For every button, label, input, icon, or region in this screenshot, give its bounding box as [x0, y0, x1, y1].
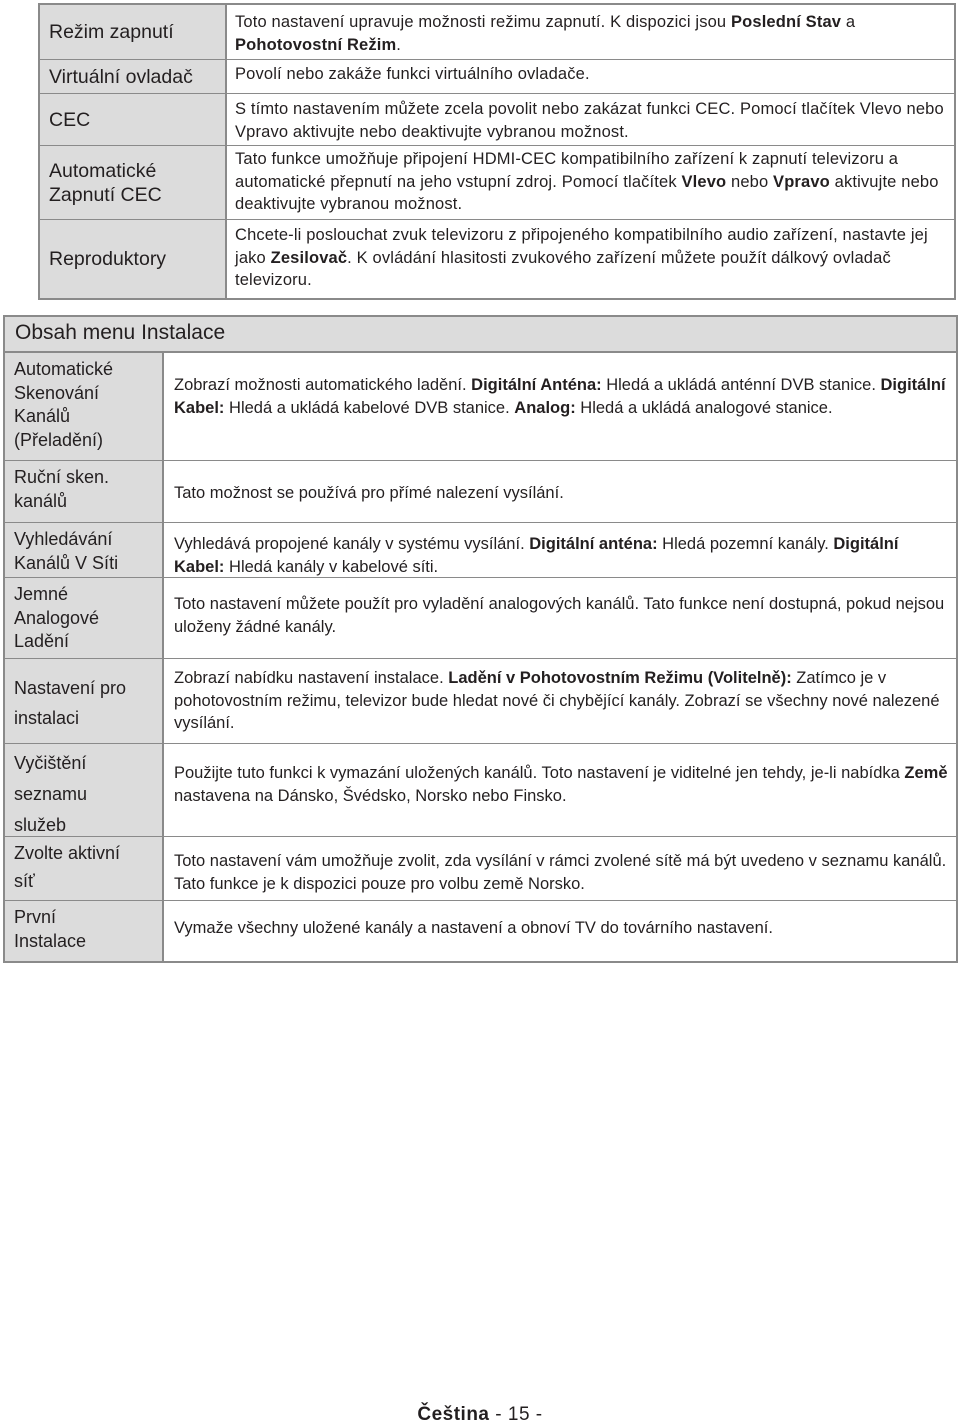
row-description: Vymaže všechny uložené kanály a nastavení a obnoví TV do továrního nastavení. — [174, 919, 773, 937]
row-description: Tato funkce umožňuje připojení HDMI-CEC kompatibilního zařízení k zapnutí televizoru a automatické přepnutí na jeho vstupní zdroj. Pomocí tlačítek Vlevo nebo Vpravo aktivujte nebo deaktivujte vybranou možnost. — [235, 150, 939, 213]
page-number: - 15 - — [495, 1404, 543, 1425]
table-row — [5, 523, 956, 578]
table-row — [40, 60, 954, 94]
table-row — [5, 578, 956, 659]
section-title: Obsah menu Instalace — [5, 317, 956, 353]
row-description: Použijte tuto funkci k vymazání uložených kanálů. Toto nastavení je viditelné jen tehdy, je-li nabídka Země nastavena na Dánsko, Švédsko, Norsko nebo Finsko. — [174, 764, 948, 805]
table-row — [5, 901, 956, 961]
row-description: Povolí nebo zakáže funkci virtuálního ovladače. — [235, 65, 590, 83]
row-description: Zobrazí možnosti automatického ladění. Digitální Anténa: Hledá a ukládá anténní DVB stanice. Digitální Kabel: Hledá a ukládá kabelové DVB stanice. Analog: Hledá a ukládá analogové stanice. — [174, 376, 946, 417]
page-footer — [0, 1404, 960, 1426]
table-row — [40, 146, 954, 220]
settings-table — [38, 3, 956, 300]
table-row — [40, 220, 954, 298]
row-label: Automatické Zapnutí CEC — [40, 146, 227, 219]
table-row — [5, 744, 956, 837]
row-description: Toto nastavení vám umožňuje zvolit, zda vysílání v rámci zvolené sítě má být uvedeno v seznamu kanálů. Tato funkce je k dispozici pouze pro volbu země Norsko. — [174, 852, 947, 893]
row-label: Režim zapnutí — [40, 5, 227, 59]
row-description: Tato možnost se používá pro přímé nalezení vysílání. — [174, 484, 564, 502]
row-description: Zobrazí nabídku nastavení instalace. Ladění v Pohotovostním Režimu (Volitelně): Zatímco je v pohotovostním režimu, televizor bude hledat nové či chybějící kanály. Zobrazí se všechny nové nalezené vysílání. — [174, 669, 940, 732]
row-description: Vyhledává propojené kanály v systému vysílání. Digitální anténa: Hledá pozemní kanály. Digitální Kabel: Hledá kanály v kabelové síti. — [174, 535, 899, 576]
row-label: Ruční sken. kanálů — [5, 461, 164, 522]
footer-language: Čeština — [417, 1404, 490, 1425]
row-label: Virtuální ovladač — [40, 60, 227, 93]
row-label: Jemné Analogové Ladění — [5, 578, 164, 658]
table-row — [5, 837, 956, 901]
row-label: Zvolte aktivní síť — [5, 837, 164, 900]
table-row — [5, 461, 956, 523]
row-label: Nastavení pro instalaci — [5, 659, 164, 743]
row-label: První Instalace — [5, 901, 164, 961]
install-menu-table — [3, 315, 958, 963]
row-label: Vyčištění seznamu služeb — [5, 744, 164, 836]
table-row — [40, 94, 954, 146]
row-label: Automatické Skenování Kanálů (Přeladění) — [5, 353, 164, 460]
table-row — [5, 659, 956, 744]
table-row — [5, 353, 956, 461]
row-description: Toto nastavení upravuje možnosti režimu zapnutí. K dispozici jsou Poslední Stav a Pohotovostní Režim. — [235, 13, 856, 54]
row-label: Vyhledávání Kanálů V Síti — [5, 523, 164, 577]
row-label: CEC — [40, 94, 227, 145]
row-description: S tímto nastavením můžete zcela povolit nebo zakázat funkci CEC. Pomocí tlačítek Vlevo nebo Vpravo aktivujte nebo deaktivujte vybranou možnost. — [235, 100, 944, 141]
row-label: Reproduktory — [40, 220, 227, 298]
row-description: Toto nastavení můžete použít pro vyladění analogových kanálů. Tato funkce není dostupná, pokud nejsou uloženy žádné kanály. — [174, 595, 945, 636]
table-row — [40, 5, 954, 60]
row-description: Chcete-li poslouchat zvuk televizoru z připojeného kompatibilního audio zařízení, nastavte jej jako Zesilovač. K ovládání hlasitosti zvukového zařízení můžete použít dálkový ovladač televizoru. — [235, 226, 928, 289]
